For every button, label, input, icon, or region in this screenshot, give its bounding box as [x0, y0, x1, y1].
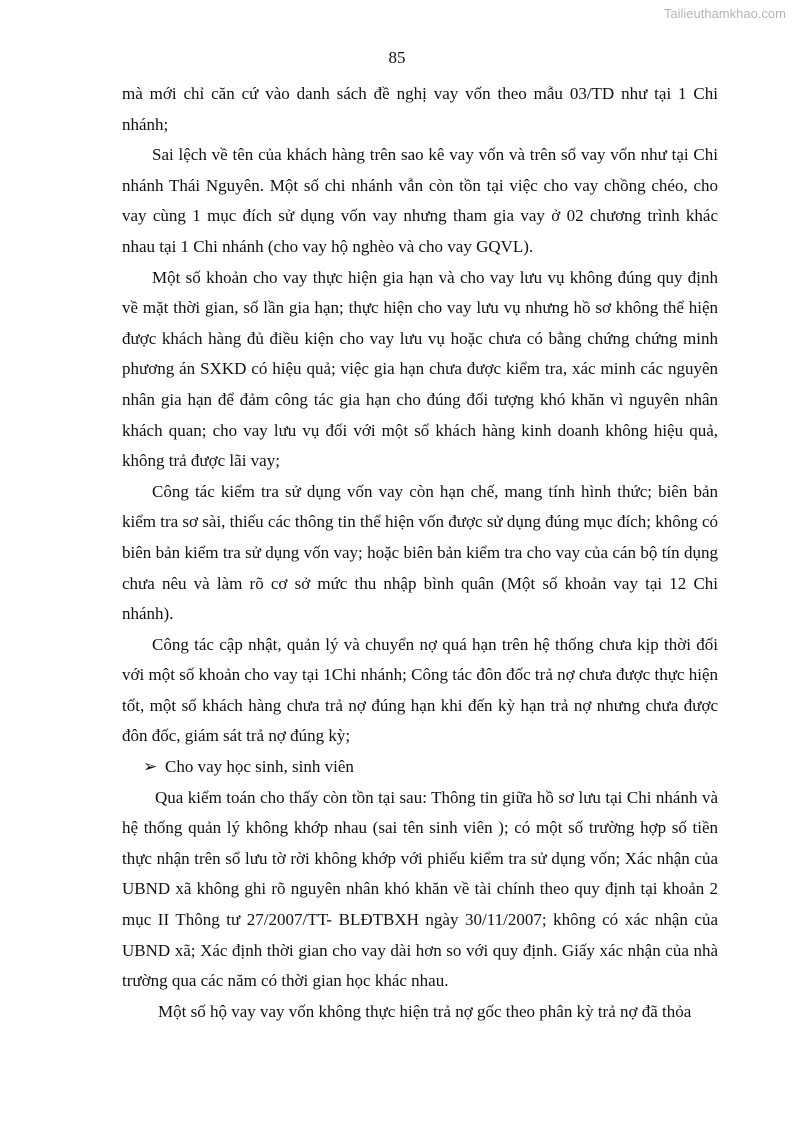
section-bullet [122, 752, 718, 783]
paragraph-7: Một số hộ vay vay vốn không thực hiện trả nợ gốc theo phân kỳ trả nợ đã thỏa [158, 1001, 692, 1021]
paragraph-6: Qua kiểm toán cho thấy còn tồn tại sau: Thông tin giữa hồ sơ lưu tại Chi nhánh và hệ thống quản lý không khớp nhau (sai tên sinh viên ); có một số trường hợp số tiền thực nhận trên sổ lưu tờ rời không khớp với phiếu kiểm tra sử dụng vốn; Xác nhận của UBND xã không ghi rõ nguyên nhân khó khăn về tài chính theo quy định tại khoản 2 mục II Thông tư 27/2007/TT- BLĐTBXH ngày 30/11/2007; không có xác nhận của UBND xã; Xác định thời gian cho vay dài hơn so với quy định. Giấy xác nhận của nhà trường qua các năm có thời gian học khác nhau. [122, 787, 718, 991]
paragraph-1: mà mới chỉ căn cứ vào danh sách đề nghị vay vốn theo mẫu 03/TD như tại 1 Chi nhánh; [122, 84, 718, 134]
section-bullet-label: Cho vay học sinh, sinh viên [165, 757, 354, 777]
paragraph-3: Một số khoản cho vay thực hiện gia hạn và cho vay lưu vụ không đúng quy định về mặt thời gian, số lần gia hạn; thực hiện cho vay lưu vụ nhưng hồ sơ không thể hiện được khách hàng đủ điều kiện cho vay lưu vụ hoặc chưa có bằng chứng chứng minh phương án SXKD có hiệu quả; việc gia hạn chưa được kiểm tra, xác minh các nguyên nhân gia hạn để đảm công tác gia hạn cho đúng đối tượng khó khăn vì nguyên nhân khách quan; cho vay lưu vụ đối với một số khách hàng kinh doanh không hiệu quả, không trả được lãi vay; [122, 267, 718, 471]
page-number: 85 [388, 48, 406, 67]
arrowhead-bullet-icon: ➢ [143, 757, 158, 777]
paragraph-5: Công tác cập nhật, quản lý và chuyển nợ quá hạn trên hệ thống chưa kịp thời đối với một số khoản cho vay tại 1Chi nhánh; Công tác đôn đốc trả nợ chưa được thực hiện tốt, một số khách hàng chưa trả nợ đúng hạn khi đến kỳ hạn trả nợ nhưng chưa được đôn đốc, giám sát trả nợ đúng kỳ; [122, 634, 718, 746]
watermark-text: Tailieuthamkhao.com [663, 6, 786, 21]
paragraph-2: Sai lệch về tên của khách hàng trên sao kê vay vốn và trên sổ vay vốn như tại Chi nhánh Thái Nguyên. Một số chi nhánh vẫn còn tồn tại việc cho vay chồng chéo, cho vay cùng 1 mục đích sử dụng vốn vay nhưng tham gia vay ở 02 chương trình khác nhau tại 1 Chi nhánh (cho vay hộ nghèo và cho vay GQVL). [122, 145, 718, 256]
document-body [122, 79, 718, 1027]
paragraph-4: Công tác kiểm tra sử dụng vốn vay còn hạn chế, mang tính hình thức; biên bản kiểm tra sơ sài, thiếu các thông tin thể hiện vốn được sử dụng đúng mục đích; không có biên bản kiểm tra sử dụng vốn vay; hoặc biên bản kiểm tra cho vay của cán bộ tín dụng chưa nêu và làm rõ cơ sở mức thu nhập bình quân (Một số khoản vay tại 12 Chi nhánh). [122, 481, 718, 624]
